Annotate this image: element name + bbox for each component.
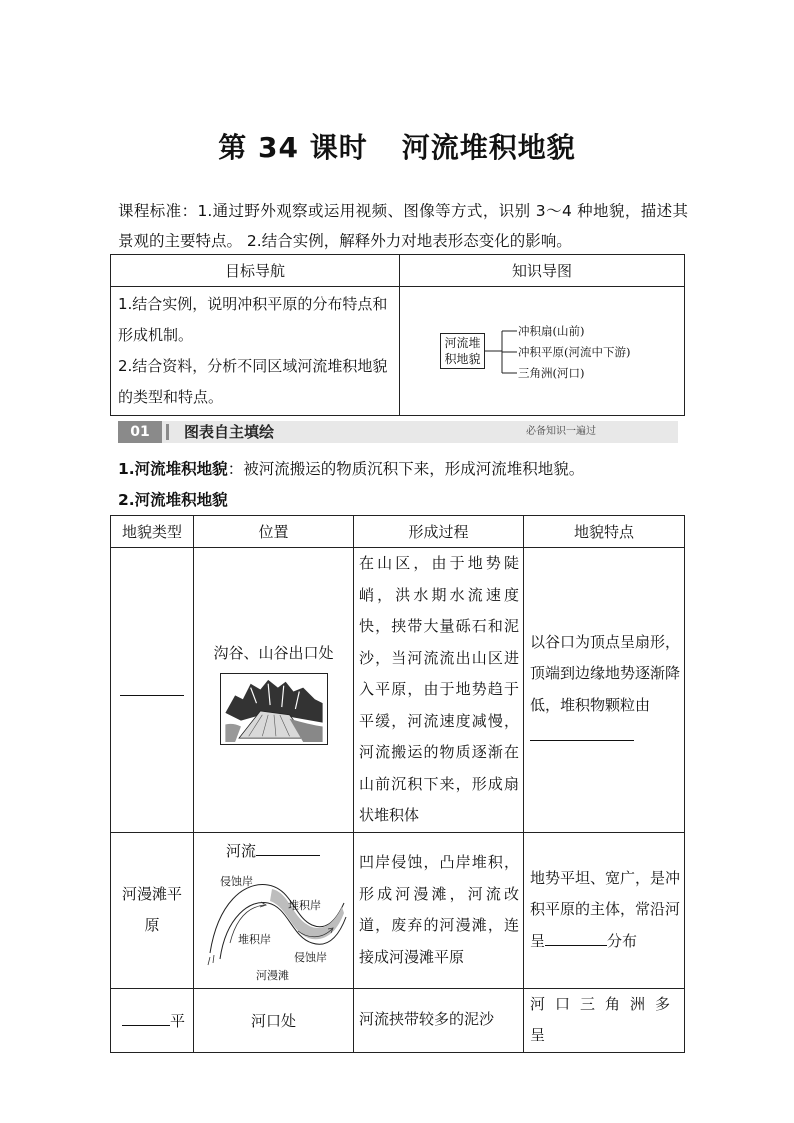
feature-text: 地势平坦、宽广，是冲积平原的主体，常沿河呈 (530, 868, 681, 950)
nav-table (110, 254, 685, 416)
map-items (518, 321, 630, 384)
map-center-line: 积地貌 (444, 352, 481, 366)
type-text: 平 (169, 1011, 185, 1030)
feature-cell: 河口三角洲多呈 (524, 988, 685, 1052)
header-type: 地貌类型 (111, 516, 194, 548)
nav-header-left: 目标导航 (111, 255, 400, 287)
feature-text-end: 分布 (607, 931, 638, 950)
table-row (111, 988, 685, 1052)
lesson-number: 第 34 课时 (218, 131, 368, 164)
floodplain-figure (194, 833, 353, 987)
process-text: 凹岸侵蚀，凸岸堆积，形成河漫滩，河流改道，废弃的河漫滩，连接成河漫滩平原 (359, 853, 519, 966)
section-subtitle: 必备知识一遍过 (526, 426, 596, 437)
floodplain-label: 河漫滩 (256, 969, 289, 982)
deposit-bank-top-label: 堆积岸 (288, 899, 321, 912)
table-row (111, 548, 685, 833)
section-title: 图表自主填绘 (184, 423, 275, 441)
process-cell (354, 548, 524, 833)
header-location: 位置 (194, 516, 354, 548)
meander-diagram (194, 833, 353, 987)
section-number: 01 (118, 421, 162, 443)
feature-block (524, 863, 684, 958)
answer-blank[interactable] (120, 680, 184, 696)
location-cell (194, 548, 354, 833)
feature-cell (524, 832, 685, 988)
feature-block (524, 627, 684, 753)
type-text: 河漫滩平原 (121, 885, 182, 934)
landform-table (110, 515, 685, 1053)
header-feature: 地貌特点 (524, 516, 685, 548)
goals-cell (111, 287, 400, 416)
table-heading: 2.河流堆积地貌 (118, 491, 228, 509)
deposit-bank-bottom-label: 堆积岸 (238, 933, 271, 946)
section-separator (166, 424, 169, 440)
river-label-text: 河流 (226, 842, 257, 860)
goal-item: 2.结合资料，分析不同区域河流堆积地貌的类型和特点。 (118, 357, 388, 406)
definition-line (118, 457, 584, 479)
lesson-title: 河流堆积地貌 (401, 131, 576, 164)
map-item: 冲积扇(山前) (518, 324, 585, 338)
goal-item: 1.结合实例，说明冲积平原的分布特点和形成机制。 (118, 295, 388, 344)
header-process: 形成过程 (354, 516, 524, 548)
section-bar (118, 421, 678, 443)
process-cell (354, 832, 524, 988)
process-cell: 河流挟带较多的泥沙 (354, 988, 524, 1052)
type-cell (111, 988, 194, 1052)
answer-blank[interactable] (530, 725, 634, 741)
knowledge-map (400, 289, 684, 413)
map-center-line: 河流堆 (444, 336, 481, 350)
process-text: 在山区，由于地势陡峭，洪水期水流速度快，挟带大量砾石和泥沙，当河流流出山区进入平原，由于地势趋于平缓，河流速度减慢，河流搬运的物质逐渐在山前沉积下来，形成扇状堆积体 (359, 554, 519, 824)
table-row (111, 832, 685, 988)
location-cell (194, 832, 354, 988)
page-title (0, 126, 794, 166)
location-cell: 河口处 (194, 988, 354, 1052)
location-text: 沟谷、山谷出口处 (213, 644, 334, 663)
map-item: 冲积平原(河流中下游) (518, 345, 631, 359)
nav-header-right: 知识导图 (400, 255, 685, 287)
definition-text: ：被河流搬运的物质沉积下来，形成河流堆积地貌。 (227, 460, 585, 478)
answer-blank[interactable] (122, 1010, 170, 1026)
map-item: 三角洲(河口) (518, 366, 585, 380)
feature-cell (524, 548, 685, 833)
definition-label: 1.河流堆积地貌 (118, 460, 228, 478)
course-standard: 课程标准：1.通过野外观察或运用视频、图像等方式，识别 3～4 种地貌，描述其景观的主要特点。 2.结合实例，解释外力对地表形态变化的影响。 (118, 202, 688, 250)
alluvial-fan-figure (220, 673, 328, 745)
type-cell (111, 832, 194, 988)
erosion-bank-top-label: 侵蚀岸 (220, 875, 253, 888)
answer-blank[interactable] (545, 930, 607, 946)
feature-text: 以谷口为顶点呈扇形，顶端到边缘地势逐渐降低，堆积物颗粒由 (530, 632, 681, 714)
type-cell (111, 548, 194, 833)
knowledge-map-cell (400, 287, 685, 416)
erosion-bank-bottom-label: 侵蚀岸 (294, 951, 327, 964)
